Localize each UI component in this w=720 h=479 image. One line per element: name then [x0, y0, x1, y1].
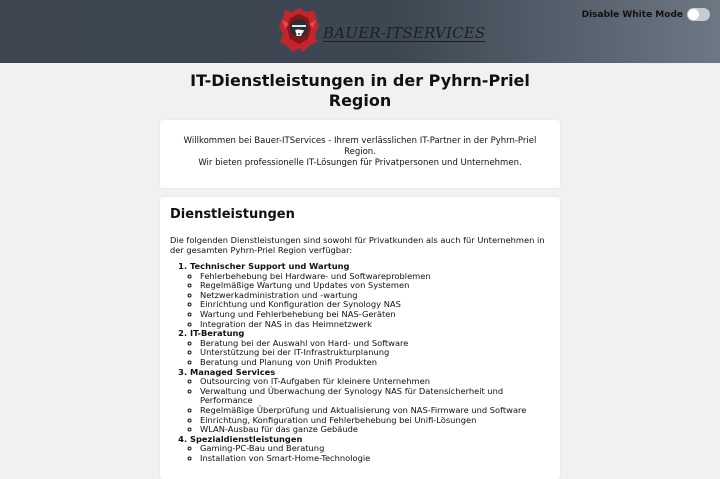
service-category-title: IT-Beratung — [190, 328, 245, 339]
welcome-line-1: Willkommen bei Bauer-ITServices - Ihrem verlässlichen IT-Partner in der Pyhrn-Priel Region. — [183, 136, 537, 157]
service-category-title: Managed Services — [190, 366, 276, 377]
service-item: ◦ Beratung bei der Auswahl von Hard- und Software — [200, 339, 550, 349]
service-item: ◦ Unterstützung bei der IT-Infrastrukturplanung — [200, 348, 550, 358]
welcome-card — [160, 120, 560, 188]
site-logo[interactable] — [277, 6, 485, 54]
service-item: ◦ Wartung und Fehlerbehebung bei NAS-Geräten — [200, 310, 550, 320]
service-item: ◦ WLAN-Ausbau für das ganze Gebäude — [200, 425, 550, 435]
service-item: ◦ Verwaltung und Überwachung der Synology NAS für Datensicherheit und Performance — [200, 387, 550, 406]
service-items-list — [190, 377, 550, 435]
service-category-title: Spezialdienstleistungen — [190, 433, 303, 444]
site-header — [0, 0, 720, 63]
service-item: ◦ Netzwerkadministration und -wartung — [200, 291, 550, 301]
service-item: ◦ Installation von Smart-Home-Technologie — [200, 454, 550, 464]
service-category — [190, 368, 550, 435]
service-category — [190, 262, 550, 329]
service-item: ◦ Einrichtung, Konfiguration und Fehlerbehebung bei Unifi-Lösungen — [200, 416, 550, 426]
service-item: ◦ Gaming-PC-Bau und Beratung — [200, 444, 550, 454]
brand-wordmark: BAUER-ITSERVICES — [323, 24, 486, 42]
service-item: ◦ Fehlerbehebung bei Hardware- und Softwareproblemen — [200, 272, 550, 282]
theme-toggle-control[interactable] — [582, 8, 710, 21]
service-items-list — [190, 272, 550, 330]
services-intro: Die folgenden Dienstleistungen sind sowohl für Privatkunden als auch für Unternehmen in der gesamten Pyhrn-Priel Region verfügbar: — [170, 235, 545, 255]
services-card — [160, 197, 560, 479]
page-title: IT-Dienstleistungen in der Pyhrn-Priel Region — [190, 71, 530, 110]
toggle-knob — [688, 9, 699, 20]
svg-text:B: B — [295, 29, 303, 39]
service-items-list — [190, 444, 550, 463]
company-crest-logo-icon — [277, 6, 321, 54]
theme-toggle-label: Disable White Mode — [581, 9, 683, 20]
service-category — [190, 435, 550, 464]
service-item: ◦ Integration der NAS in das Heimnetzwerk — [200, 320, 550, 330]
service-category — [190, 329, 550, 367]
white-mode-toggle-switch[interactable] — [687, 8, 710, 21]
service-category-title: Technischer Support und Wartung — [190, 261, 350, 271]
services-heading: Dienstleistungen — [170, 207, 295, 222]
service-categories-list — [170, 262, 550, 463]
service-items-list — [190, 339, 550, 368]
service-item: ◦ Regelmäßige Überprüfung und Aktualisierung von NAS-Firmware und Software — [200, 406, 550, 416]
service-item: ◦ Beratung und Planung von Unifi Produkten — [200, 358, 550, 368]
service-item: ◦ Einrichtung und Konfiguration der Synology NAS — [200, 300, 550, 310]
service-item: ◦ Regelmäßige Wartung und Updates von Systemen — [200, 281, 550, 291]
welcome-line-2: Wir bieten professionelle IT-Lösungen für Privatpersonen und Unternehmen. — [198, 158, 522, 168]
service-item: ◦ Outsourcing von IT-Aufgaben für kleinere Unternehmen — [200, 377, 550, 387]
